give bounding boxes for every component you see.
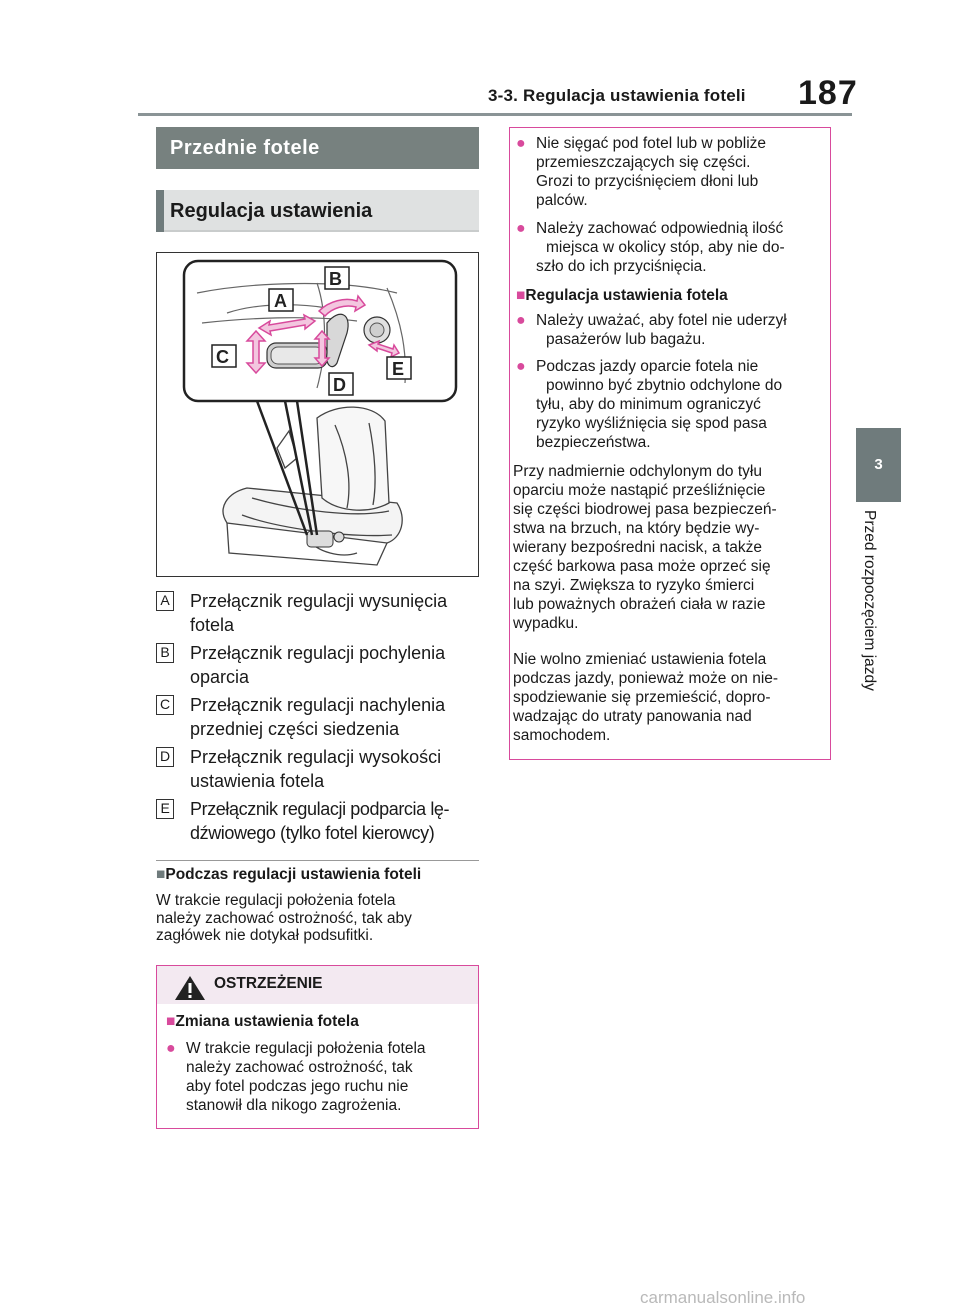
right-b2-line1: Należy zachować odpowiednią ilość — [536, 220, 784, 237]
legend-text-c-line1: Przełącznik regulacji nachylenia — [190, 695, 446, 715]
legend-text-e-line1: Przełącznik regulacji podparcia lę- — [190, 799, 450, 819]
warning-subheading — [166, 1013, 359, 1031]
legend-text-a-line2: fotela — [190, 615, 235, 635]
right-b1-line3: Grozi to przyciśnięciem dłoni lub — [536, 173, 759, 190]
legend-label-e: E — [156, 799, 174, 819]
right-bullet-3 — [516, 311, 826, 349]
note-heading — [156, 866, 421, 884]
right-bullet-2-dot: ● — [516, 220, 526, 237]
seat-controls-figure — [156, 252, 479, 577]
warning-subheading-text: Zmiana ustawienia fotela — [175, 1013, 359, 1030]
warning-bullet — [166, 1039, 471, 1115]
right-p1-line8: lub poważnych obrażeń ciała w razie — [513, 596, 766, 613]
figure-label-b: B — [329, 269, 342, 289]
subsection-accent-bar — [156, 190, 164, 232]
note-marker: ■ — [156, 866, 166, 883]
warning-line-2: należy zachować ostrożność, tak — [186, 1059, 413, 1076]
right-paragraph-2 — [513, 650, 828, 745]
figure-label-a: A — [274, 291, 287, 311]
warning-line-1: W trakcie regulacji położenia fotela — [186, 1040, 426, 1057]
legend-label-c: C — [156, 695, 174, 715]
note-line-2: należy zachować ostrożność, tak aby — [156, 909, 412, 927]
note-heading-text: Podczas regulacji ustawienia foteli — [165, 866, 422, 883]
right-bullet-4-dot: ● — [516, 358, 526, 375]
right-p1-line7: na szyi. Zwiększa to ryzyko śmierci — [513, 577, 755, 594]
chapter-side-text: Przed rozpoczęciem jazdy — [861, 510, 878, 691]
note-body — [156, 892, 476, 945]
right-p1-line6: część barkowa pasa może oprzeć się — [513, 558, 771, 575]
legend-text-d-line2: ustawienia fotela — [190, 771, 325, 791]
right-b2-line2: miejsca w okolicy stóp, aby nie do- — [546, 239, 785, 256]
warning-title: OSTRZEŻENIE — [214, 975, 323, 992]
seat-illustration — [157, 253, 478, 576]
legend-label-b: B — [156, 643, 174, 663]
right-p2-line2: podczas jazdy, ponieważ może on nie- — [513, 670, 779, 687]
legend-label-d: D — [156, 747, 174, 767]
chapter-side-label — [860, 510, 890, 730]
header-rule — [138, 113, 852, 116]
right-p1-line2: oparciu może nastąpić prześliźnięcie — [513, 482, 766, 499]
right-subheading-marker: ■ — [516, 287, 526, 304]
right-bullet-2 — [516, 219, 826, 276]
note-line-3: zagłówek nie dotykał podsufitki. — [156, 927, 374, 944]
legend-text-d-line1: Przełącznik regulacji wysokości — [190, 747, 442, 767]
legend-text-b-line2: oparcia — [190, 667, 250, 687]
legend-text-e-line2: dźwiowego (tylko fotel kierowcy) — [190, 823, 435, 843]
right-b1-line4: palców. — [536, 192, 588, 209]
right-b2-line3: szło do ich przyciśnięcia. — [536, 258, 707, 275]
right-b4-line3: tyłu, aby do minimum ograniczyć — [536, 396, 761, 413]
footer-watermark: carmanualsonline.info — [640, 1288, 806, 1307]
right-b4-line4: ryzyko wyśliźnięcia się spod pasa — [536, 415, 767, 432]
right-b4-line2: powinno być zbytnio odchylone do — [546, 377, 783, 394]
section-title: Przednie fotele — [156, 127, 479, 169]
legend-text-a-line1: Przełącznik regulacji wysunięcia — [190, 591, 448, 611]
right-b3-line1: Należy uważać, aby fotel nie uderzył — [536, 312, 787, 329]
warning-line-3: aby fotel podczas jego ruchu nie — [186, 1078, 409, 1095]
right-p1-line4: stwa na brzuch, na który będzie wy- — [513, 520, 760, 537]
right-p1-line1: Przy nadmiernie odchylonym do tyłu — [513, 463, 762, 480]
page-number: 187 — [798, 74, 858, 112]
right-subheading-text: Regulacja ustawienia fotela — [525, 287, 728, 304]
right-bullet-1-dot: ● — [516, 135, 526, 152]
legend-text-c-line2: przedniej części siedzenia — [190, 719, 400, 739]
right-p2-line3: spodziewanie się przemieścić, dopro- — [513, 689, 771, 706]
subsection-title: Regulacja ustawienia — [156, 190, 479, 232]
right-b4-line1: Podczas jazdy oparcie fotela nie — [536, 358, 759, 375]
right-paragraph-1 — [513, 462, 828, 633]
right-bullet-4 — [516, 357, 826, 452]
right-bullet-1 — [516, 134, 826, 210]
right-b1-line1: Nie sięgać pod fotel lub w pobliże — [536, 135, 767, 152]
figure-label-e: E — [392, 359, 405, 379]
figure-label-c: C — [216, 347, 229, 367]
right-p1-line9: wypadku. — [513, 615, 579, 632]
note-line-1: W trakcie regulacji położenia fotela — [156, 892, 396, 909]
running-header-title: 3-3. Regulacja ustawienia foteli — [488, 86, 746, 105]
right-b3-line2: pasażerów lub bagażu. — [546, 331, 706, 348]
right-subheading — [516, 286, 826, 305]
warning-marker: ■ — [166, 1013, 176, 1030]
right-b1-line2: przemieszczających się części. — [536, 154, 751, 171]
warning-line-4: stanowił dla nikogo zagrożenia. — [186, 1097, 402, 1114]
chapter-tab: 3 — [856, 428, 901, 502]
warning-bullet-dot: ● — [166, 1040, 176, 1057]
right-p1-line3: się części biodrowej pasa bezpieczeń- — [513, 501, 777, 518]
legend-text-b-line1: Przełącznik regulacji pochylenia — [190, 643, 446, 663]
right-b4-line5: bezpieczeństwa. — [536, 434, 651, 451]
right-p2-line4: wadzając do utraty panowania nad — [513, 708, 752, 725]
right-p2-line1: Nie wolno zmieniać ustawienia fotela — [513, 651, 767, 668]
figure-label-d: D — [333, 375, 346, 395]
legend-label-a: A — [156, 591, 174, 611]
right-p2-line5: samochodem. — [513, 727, 611, 744]
right-bullet-3-dot: ● — [516, 312, 526, 329]
right-p1-line5: wierany bezpośredni nacisk, a także — [513, 539, 762, 556]
note-divider — [156, 860, 479, 861]
warning-triangle-icon — [174, 975, 206, 1006]
